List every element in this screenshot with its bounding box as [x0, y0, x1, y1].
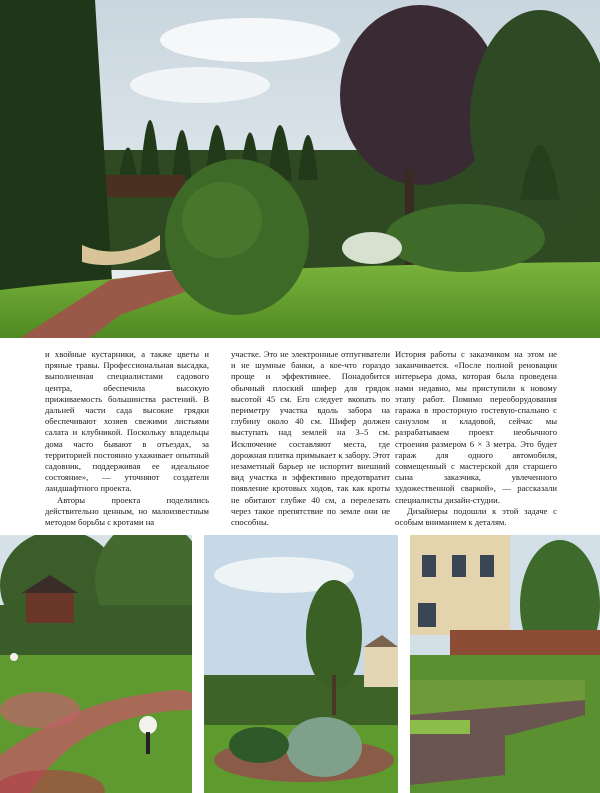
- article-paragraph: История работы с заказчиком на этом не заканчивается. «После полной реновации интерьера дома, которая была проведена нами недавно, мы приступили к новому этапу работ. Помимо переоборудования гаража в просторную гостевую-спальню с санузлом и кладовой, сейчас мы разрабатываем проект необычного строения размером 6 × 3 метра. Это будет гараж для одного автомобиля, совмещенный с мастерской для старшего сына заказчика, увлеченного художественной сваркой», — рассказали специалисты дизайн-студии.: [395, 349, 557, 505]
- conifer-bed-illustration: [204, 535, 398, 793]
- article-paragraph: Дизайнеры подошли к этой задаче с особым вниманием к деталям.: [395, 505, 557, 528]
- gazebo-path-illustration: [0, 535, 192, 793]
- article-paragraph: и хвойные кустарники, а также цветы и пряные травы. Профессиональная высадка, выполненная специалистами садового центра, обеспечила высокую приживаемость большинства растений. В дальней части сада высокие грядки обеспечивают хозяев свежими листьями салата и клубникой. Поскольку владельцы дома часто бывают в отъездах, за территорией постоянно ухаживает опытный садовник, поддерживая ее идеальное состояние», — уточняют создатели ландшафтного проекта.: [45, 349, 209, 494]
- gazebo-garden-photo: [0, 535, 192, 793]
- article-paragraph: участке. Это не электронные отпугиватели и не шумные банки, а кое-что гораздо проще и эффективнее. Понадобится обычный плоский шифер для грядок высотой 45 см. Его следует вкопать по периметру участка вдоль забора на глубину около 40 см. Шифер должен выступать над землей на 3–5 см. Исключение составляют места, где дорожная плитка примыкает к забору. Этот незаметный барьер не испортит внешний вид участка и эффективно предотвратит появление кротовых ходов, так как кроты не обитают глубже 40 см, а перелезать через такое препятствие по земле они не способны.: [231, 349, 390, 528]
- garden-lawn-illustration: [0, 0, 600, 338]
- article-column-2: [231, 349, 390, 528]
- raised-beds-photo: [410, 535, 600, 793]
- article-column-3: [395, 349, 557, 528]
- raised-beds-illustration: [410, 535, 600, 793]
- conifer-bed-photo: [204, 535, 398, 793]
- hero-garden-photo: [0, 0, 600, 338]
- article-paragraph: Авторы проекта поделились действительно ценным, но малоизвестным методом борьбы с кротами на: [45, 494, 209, 528]
- article-column-1: [45, 349, 209, 528]
